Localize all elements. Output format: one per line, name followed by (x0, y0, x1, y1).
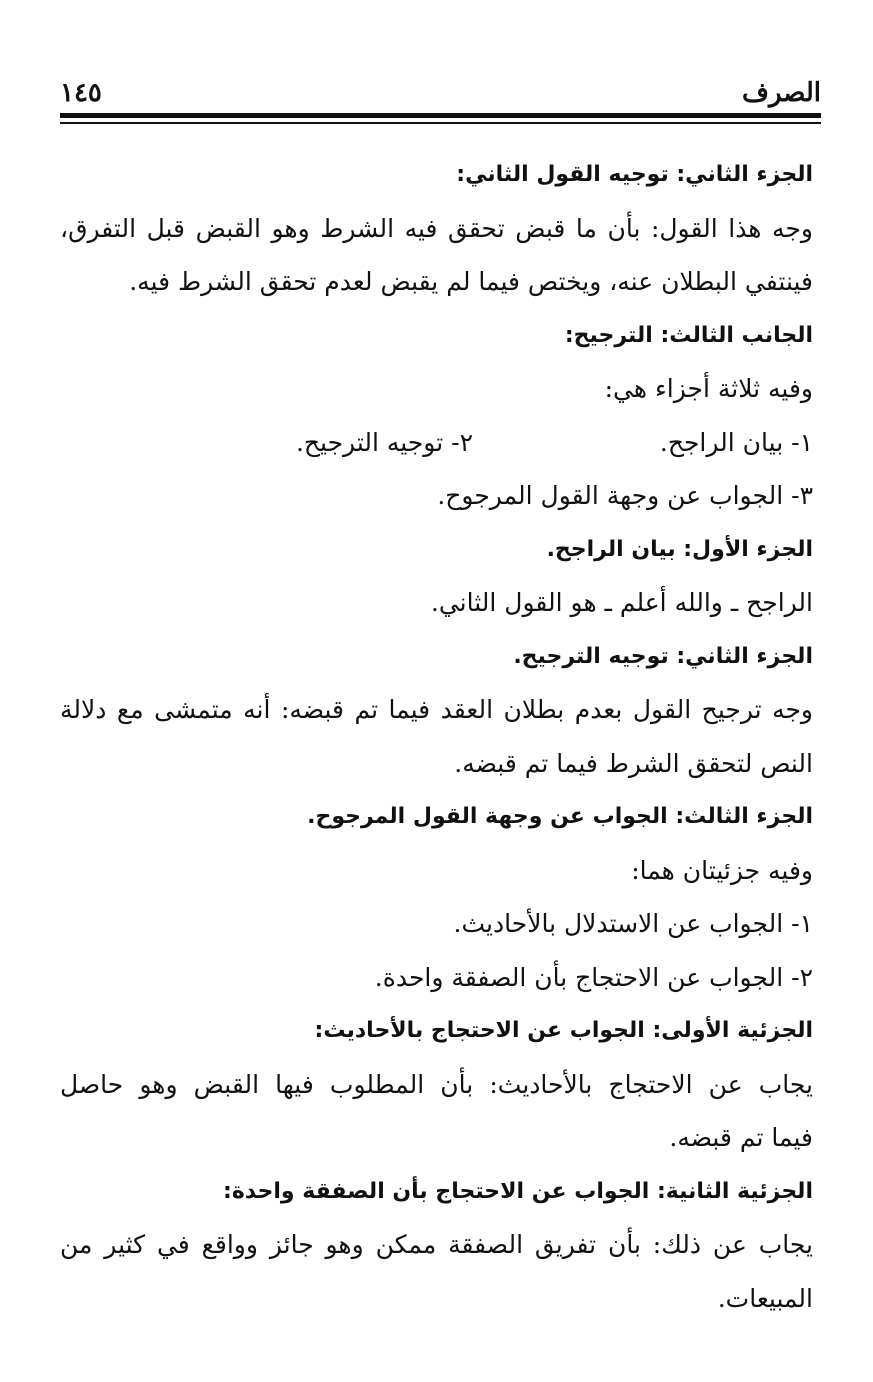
page-number: ١٤٥ (60, 78, 102, 108)
header-rule-thin (60, 122, 821, 124)
paragraph-line: يجاب عن ذلك: بأن تفريق الصفقة ممكن وهو جائز وواقع في كثير من (60, 1230, 813, 1259)
header-rule-thick (60, 113, 821, 118)
list-item: ٢- الجواب عن الاحتجاج بأن الصفقة واحدة. (374, 962, 813, 992)
list-row (60, 416, 813, 470)
section-heading: الجزء الثاني: توجيه القول الثاني: (456, 162, 813, 187)
list-item: ١- الجواب عن الاستدلال بالأحاديث. (453, 909, 813, 938)
running-title: الصرف (742, 78, 821, 108)
paragraph-line: وجه ترجيح القول بعدم بطلان العقد فيما تم قبضه: أنه متمشى مع دلالة (60, 695, 813, 724)
paragraph-line: فيما تم قبضه. (669, 1123, 813, 1152)
page-header (60, 72, 821, 112)
paragraph-line: وجه هذا القول: بأن ما قبض تحقق فيه الشرط وهو القبض قبل التفرق، (60, 213, 813, 243)
list-item: ٣- الجواب عن وجهة القول المرجوح. (437, 481, 813, 510)
body-text (60, 148, 813, 1325)
paragraph-line: النص لتحقق الشرط فيما تم قبضه. (454, 748, 813, 778)
paragraph-line: وفيه جزئيتان هما: (631, 855, 813, 885)
list-item: ١- بيان الراجح. (659, 427, 813, 457)
section-heading: الجزئية الأولى: الجواب عن الاحتجاج بالأحاديث: (314, 1018, 813, 1043)
paragraph-line: فينتفي البطلان عنه، ويختص فيما لم يقبض لعدم تحقق الشرط فيه. (129, 267, 813, 296)
section-heading: الجزئية الثانية: الجواب عن الاحتجاج بأن الصفقة واحدة: (223, 1178, 813, 1204)
paragraph-line: الراجح ـ والله أعلم ـ هو القول الثاني. (430, 588, 813, 617)
section-heading: الجزء الثالث: الجواب عن وجهة القول المرجوح. (307, 804, 813, 829)
paragraph-line: يجاب عن الاحتجاج بالأحاديث: بأن المطلوب فيها القبض وهو حاصل (60, 1069, 813, 1099)
paragraph-line: المبيعات. (717, 1283, 813, 1313)
section-heading: الجانب الثالث: الترجيح: (564, 322, 813, 348)
section-heading: الجزء الأول: بيان الراجح. (546, 536, 813, 562)
paragraph-line: وفيه ثلاثة أجزاء هي: (604, 374, 813, 403)
section-heading: الجزء الثاني: توجيه الترجيح. (513, 643, 813, 669)
list-item: ٢- توجيه الترجيح. (295, 427, 473, 457)
